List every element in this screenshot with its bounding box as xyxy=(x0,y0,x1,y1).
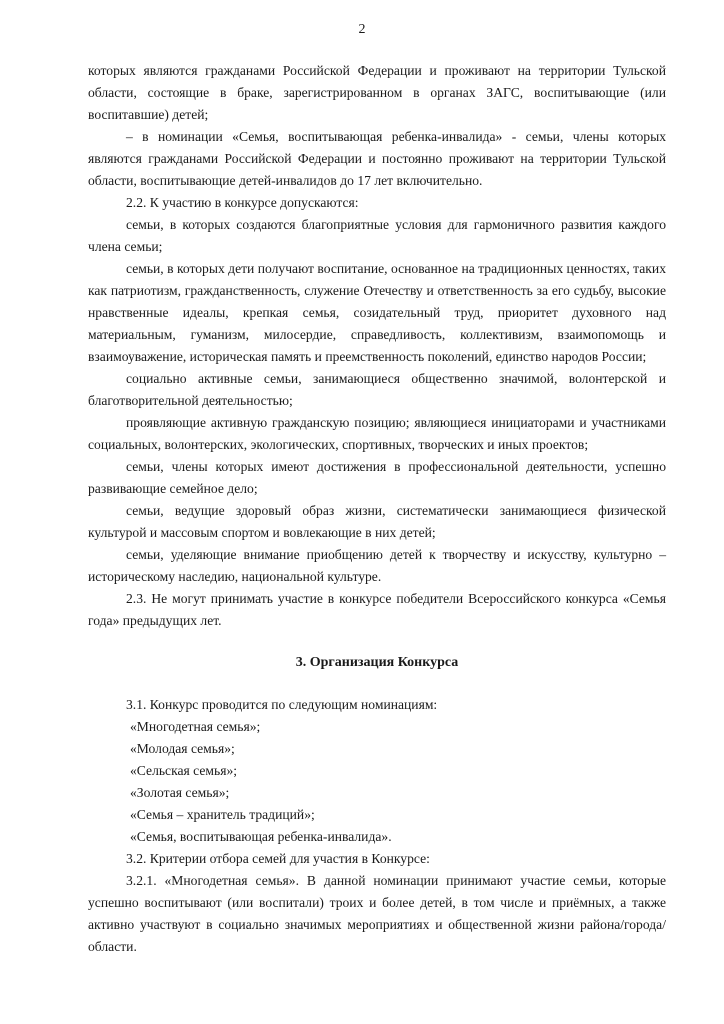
page-number: 2 xyxy=(358,22,366,37)
clause-2-2-heading: 2.2. К участию в конкурсе допускаются: xyxy=(126,195,359,210)
clause-3-1: 3.1. Конкурс проводится по следующим номинациям: xyxy=(126,697,438,712)
paragraph-continuation: которых являются гражданами Российской Федерации и проживают на территории Тульской области, состоящие в браке, зарегистрированном в органах ЗАГС, воспитывающие (или воспитавшие) детей; xyxy=(88,63,666,122)
nomination-item: «Семья, воспитывающая ребенка-инвалида». xyxy=(130,829,392,844)
list-item: семьи, в которых создаются благоприятные условия для гармоничного развития каждого члена семьи; xyxy=(88,217,666,254)
clause-3-2: 3.2. Критерии отбора семей для участия в Конкурсе: xyxy=(126,851,430,866)
clause-2-3: 2.3. Не могут принимать участие в конкурсе победители Всероссийского конкурса «Семья года» предыдущих лет. xyxy=(88,591,666,628)
paragraph-nomination-disabled-child: – в номинации «Семья, воспитывающая ребенка-инвалида» - семьи, члены которых являются гражданами Российской Федерации и постоянно проживают на территории Тульской области, воспитывающие детей-инвалидов до 17 лет включительно. xyxy=(88,129,666,188)
list-item: семьи, члены которых имеют достижения в профессиональной деятельности, успешно развивающие семейное дело; xyxy=(88,459,666,496)
nomination-item: «Молодая семья»; xyxy=(130,741,235,756)
nomination-item: «Многодетная семья»; xyxy=(130,719,261,734)
section-3-title: 3. Организация Конкурса xyxy=(295,655,459,670)
nomination-item: «Золотая семья»; xyxy=(130,785,230,800)
list-item: семьи, в которых дети получают воспитание, основанное на традиционных ценностях, таких как патриотизм, гражданственность, служение Отечеству и ответственность за его судьбу, высокие нравственные идеалы, крепкая семья, созидательный труд, приоритет духовного над материальным, гуманизм, милосердие, справедливость, коллективизм, взаимопомощь и взаимоуважение, историческая память и преемственность поколений, единство народов России; xyxy=(88,261,666,364)
list-item: семьи, ведущие здоровый образ жизни, систематически занимающиеся физической культурой и массовым спортом и вовлекающие в них детей; xyxy=(88,503,666,540)
nomination-item: «Семья – хранитель традиций»; xyxy=(130,807,315,822)
clause-3-2-1: 3.2.1. «Многодетная семья». В данной номинации принимают участие семьи, которые успешно воспитывают (или воспитали) троих и более детей, в том числе и приёмных, а также активно участвуют в социально значимых мероприятиях и общественной жизни района/города/области. xyxy=(88,873,666,954)
list-item: социально активные семьи, занимающиеся общественно значимой, волонтерской и благотворительной деятельностью; xyxy=(88,371,666,408)
nomination-item: «Сельская семья»; xyxy=(130,763,238,778)
list-item: проявляющие активную гражданскую позицию; являющиеся инициаторами и участниками социальных, волонтерских, экологических, спортивных, творческих и иных проектов; xyxy=(88,415,666,452)
list-item: семьи, уделяющие внимание приобщению детей к творчеству и искусству, культурно – историческому наследию, национальной культуре. xyxy=(88,547,666,584)
document-body xyxy=(88,60,666,958)
